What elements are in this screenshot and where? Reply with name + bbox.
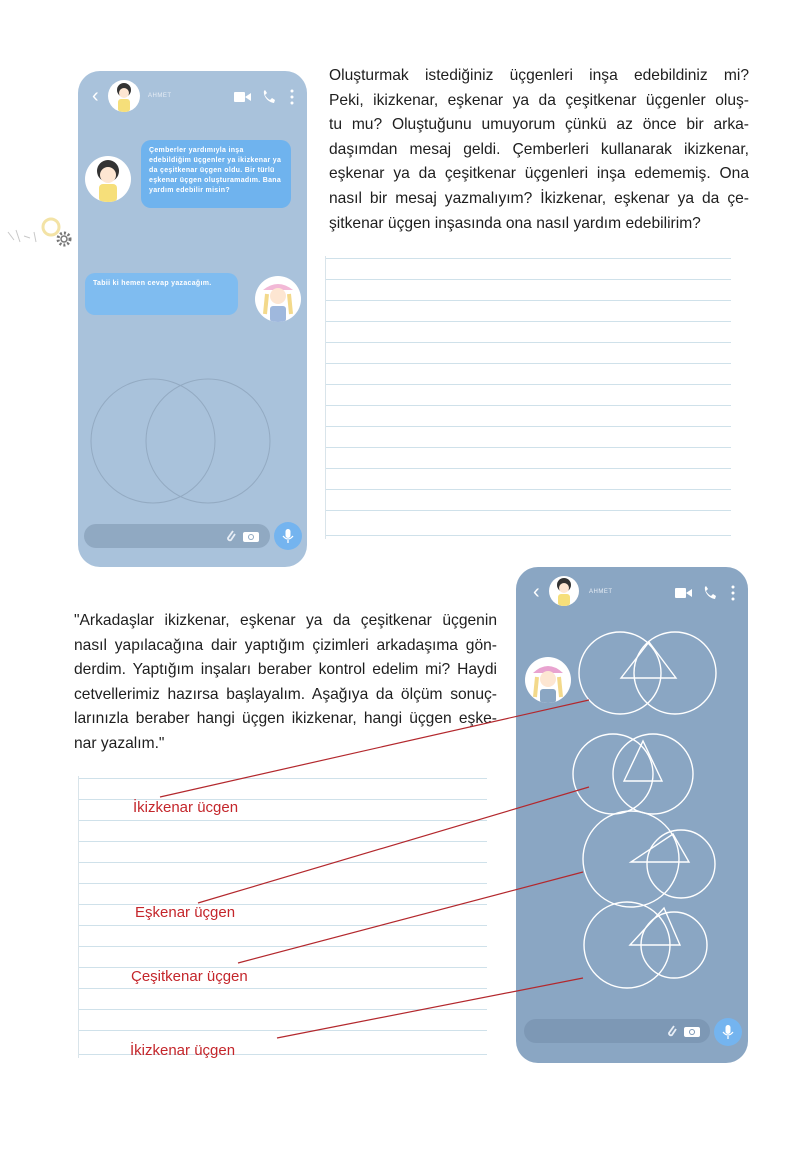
paragraph-line: "Arkadaşlar ikizkenar, eşkenar ya da çeşitkenar üçgenin <box>74 612 497 629</box>
quote-paragraph <box>74 609 497 757</box>
paragraph-line: Peki, ikizkenar, eşkenar ya da çeşitkenar üçgenler oluş- <box>329 91 749 109</box>
paragraph-line: daşımdan mesaj geldi. Çemberleri kullanarak ikizkenar, <box>329 140 749 158</box>
answer-area-top[interactable] <box>325 256 731 539</box>
phone-chat-1 <box>78 71 307 567</box>
incoming-message-bubble: Çemberler yardımıyla inşa edebildiğim üçgenler ya ikizkenar ya da çeşitkenar üçgen oldu. Bir türlü eşkenar üçgen oluşturamadım. Bana yardım edebilir misin? <box>141 140 291 208</box>
back-icon[interactable]: ‹ <box>92 85 99 107</box>
contact-name: AHMET <box>148 93 172 99</box>
answer-label-2: Eşkenar üçgen <box>135 904 236 921</box>
mic-icon <box>714 1018 742 1046</box>
triangle-constructions <box>516 567 748 1063</box>
paragraph-line: cetvellerimiz hazırsa başlayalım. Aşağıya da ölçüm sonuç- <box>74 685 497 703</box>
intro-paragraph <box>329 64 749 236</box>
back-icon[interactable]: ‹ <box>533 581 540 603</box>
paragraph-line: larınızla beraber hangi üçgen ikizkenar, hangi üçgen eşke- <box>74 710 497 728</box>
contact-avatar-ahmet[interactable] <box>108 80 140 112</box>
sender-avatar-boy <box>85 156 131 202</box>
phone-chat-2 <box>516 567 748 1063</box>
contact-name: AHMET <box>589 589 613 595</box>
paragraph-line: derdim. Yaptığım inşaları beraber kontrol edelim mi? Haydi <box>74 661 497 679</box>
gears-decoration <box>4 212 79 252</box>
gear-icon <box>4 212 79 252</box>
answer-label-3: Çeşitkenar üçgen <box>131 968 248 985</box>
paragraph-line: Oluşturmak istediğiniz üçgenleri inşa edebildiniz mi? <box>329 67 749 84</box>
camera-icon[interactable] <box>243 530 259 542</box>
paragraph-line: tu mu? Oluştuğunu umuyorum çünkü az önce bir arka- <box>329 116 749 134</box>
paragraph-line: nar yazalım." <box>74 734 165 752</box>
paragraph-line: şitkenar üçgen inşasında ona nasıl yardım edebilirim? <box>329 214 701 232</box>
answer-label-1: İkizkenar ücgen <box>133 799 239 816</box>
chat-header <box>78 71 307 125</box>
paragraph-line: eşkenar ya da çeşitkenar üçgenleri inşa edememiş. Ona <box>329 165 749 183</box>
phone-icon[interactable] <box>262 90 275 104</box>
more-icon[interactable] <box>290 89 294 105</box>
attach-icon[interactable] <box>667 1025 677 1037</box>
paragraph-line: nasıl bir mesaj yazmalıyım? İkizkenar, eşkenar ya da çe- <box>329 189 749 207</box>
attach-icon[interactable] <box>226 530 236 542</box>
paragraph-line: nasıl yapılacağına dair yaptığım çizimleri arkadaşıma gön- <box>74 636 497 654</box>
mic-button[interactable] <box>274 522 302 550</box>
outgoing-message-bubble: Tabii ki hemen cevap yazacağım. <box>85 273 238 315</box>
answer-label-4: İkizkenar üçgen <box>130 1042 236 1059</box>
mic-button[interactable] <box>714 1018 742 1046</box>
mic-icon <box>274 522 302 550</box>
message-input[interactable] <box>524 1019 710 1043</box>
receiver-avatar-girl <box>255 276 301 322</box>
video-icon[interactable] <box>234 91 251 103</box>
camera-icon[interactable] <box>684 1025 700 1037</box>
faint-circles-drawing <box>78 371 307 521</box>
